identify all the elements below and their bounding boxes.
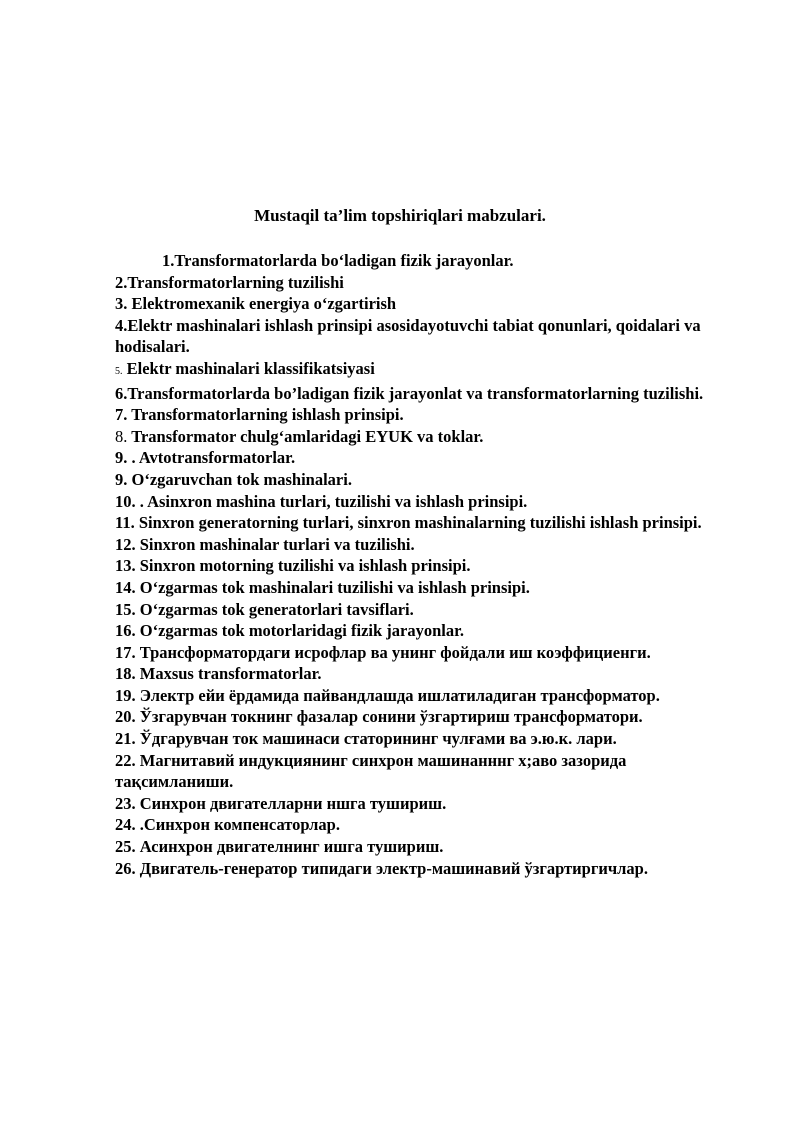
list-item: 12. Sinxron mashinalar turlari va tuzilishi. <box>115 534 415 554</box>
document-title: Mustaqil ta’lim topshiriqlari mabzulari. <box>254 206 546 225</box>
list-item <box>115 814 743 836</box>
list-item: 9. . Avtotransformatorlar. <box>115 448 296 468</box>
list-item: 20. Ўзгарувчан токнинг фазалар сонини ўзгартириш трансформатори. <box>115 707 643 727</box>
list-item: 23. Синхрон двигателларни ншга тушириш. <box>115 793 447 813</box>
list-item: 9. O‘zgaruvchan tok mashinalari. <box>115 469 352 489</box>
list-item: 19. Электр ейи ёрдамида пайвандлашда ишлатиладиган трансформатор. <box>115 685 660 705</box>
item-number: 24. . <box>115 815 144 835</box>
topic-list <box>115 250 743 879</box>
list-item <box>115 426 743 448</box>
list-item: 26. Двигатель-генератор типидаги электр-машинавий ўзгартиргичлар. <box>115 858 648 878</box>
list-item: 14. O‘zgarmas tok mashinalari tuzilishi va ishlash prinsipi. <box>115 577 530 597</box>
list-item <box>115 358 743 383</box>
list-item: 6.Transformatorlarda bo’ladigan fizik jarayonlat va transformatorlarning tuzilishi. <box>115 383 704 403</box>
list-item: 18. Maxsus transformatorlar. <box>115 664 322 684</box>
item-text: Transformator chulg‘amlaridagi EYUK va toklar. <box>131 426 484 446</box>
list-item: 13. Sinxron motorning tuzilishi va ishlash prinsipi. <box>115 556 471 576</box>
list-item: 17. Трансформатордаги исрофлар ва унинг фойдали иш коэффициенги. <box>115 642 651 662</box>
list-item: 15. O‘zgarmas tok generatorlari tavsiflari. <box>115 599 414 619</box>
item-number: 5. <box>115 365 123 377</box>
list-item: 22. Магнитавий индукциянинг синхрон машинанннг х;аво зазорида тақсимланиши. <box>115 750 627 792</box>
item-text: Elektr mashinalari klassifikatsiyasi <box>126 358 375 378</box>
list-item: 4.Elektr mashinalari ishlash prinsipi asosidayotuvchi tabiat qonunlari, qoidalari va hodisalari. <box>115 315 701 357</box>
list-item: 25. Асинхрон двигателнинг ишга тушириш. <box>115 837 444 857</box>
list-item: 16. O‘zgarmas tok motorlaridagi fizik jarayonlar. <box>115 621 465 641</box>
list-item: 7. Transformatorlarning ishlash prinsipi. <box>115 405 404 425</box>
list-item: 2.Transformatorlarning tuzilishi <box>115 272 344 292</box>
list-item: 11. Sinxron generatorning turlari, sinxron mashinalarning tuzilishi ishlash prinsipi. <box>115 513 702 533</box>
list-item: 1.Transformatorlarda bo‘ladigan fizik jarayonlar. <box>162 251 514 270</box>
item-number: 8. <box>115 426 128 446</box>
list-item: 10. . Asinxron mashina turlari, tuzilishi va ishlash prinsipi. <box>115 491 528 511</box>
item-text: Синхрон компенсаторлар. <box>143 815 340 835</box>
list-item: 21. Ўдгарувчан ток машинаси статорининг чулғами ва э.ю.к. лари. <box>115 729 617 749</box>
list-item: 3. Elektromexanik energiya o‘zgartirish <box>115 294 397 314</box>
